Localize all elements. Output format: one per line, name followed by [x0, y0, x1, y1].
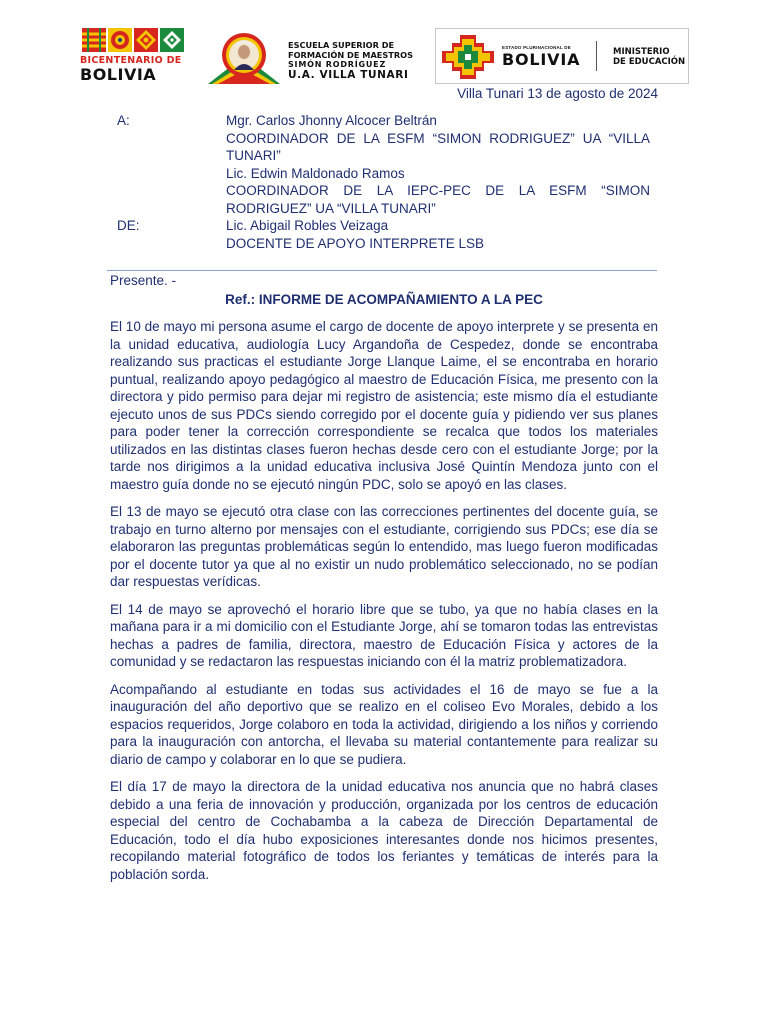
- reference-line: Ref.: INFORME DE ACOMPAÑAMIENTO A LA PEC: [225, 292, 543, 307]
- body-paragraph: El 10 de mayo mi persona asume el cargo de docente de apoyo interprete y se presenta en la unidad educativa, audiología Lucy Argandoña de Cespedez, donde se encontraba realizando sus practicas el estudiante Jorge Llanque Laime, el se encontraba en horario puntual, realizando apoyo pedagógico al maestro de Educación Física, me presento con la directora y pido permiso para dejar mi registro de asistencia; este mismo día el estudiante ejecuto unos de sus PDCs siendo corregido por el docente guía y pidiendo ver sus planes para poder tener la corrección correspondiente se recalca que todos los materiales utilizados en las distintas clases fueron hechas desde cero con el estudiante Jorge; por la tarde nos dirigimos a la unidad educativa inclusiva José Quintín Mendoza junto con el maestro guía donde no se ejecutó ningún PDC, solo se apoyó en las clases.: [110, 319, 658, 492]
- ministerio-name: [613, 48, 685, 67]
- greeting: Presente. -: [110, 273, 177, 288]
- bicentenario-pattern-icon: [82, 28, 196, 52]
- body-paragraph: Acompañando al estudiante en todas sus actividades el 16 de mayo se fue a la inauguración del año deportivo que se realizo en el coliseo Evo Morales, debido a los espacios requeridos, Jorge colaboro en toda la actividad, dirigiendo a los niños y corriendo para la inauguración con antorcha, el llevaba su material contantemente para realizar su diario de campo y colaborar en lo que se pudiera.: [110, 681, 658, 767]
- ministerio-logo: [435, 28, 689, 84]
- letter-date: Villa Tunari 13 de agosto de 2024: [457, 86, 658, 101]
- bicentenario-label: BICENTENARIO DE: [80, 55, 182, 66]
- addressee-line: Mgr. Carlos Jhonny Alcocer Beltrán: [226, 113, 437, 128]
- address-block: [117, 112, 650, 252]
- ministerio-estado-label: ESTADO PLURINACIONAL DE: [502, 45, 571, 50]
- sender-line: DOCENTE DE APOYO INTERPRETE LSB: [226, 235, 485, 251]
- esfm-line-3: SIMÓN RODRÍGUEZ: [288, 60, 387, 69]
- esfm-emblem-icon: [206, 30, 282, 84]
- bicentenario-logo: [80, 28, 196, 82]
- addressee-lines: [226, 112, 650, 217]
- esfm-line-4: U.A. VILLA TUNARI: [288, 69, 409, 81]
- body-paragraph: El día 17 de mayo la directora de la unidad educativa nos anuncia que no habrá clases debido a una feria de innovación y producción, organizada por los centros de educación especial del centro de Cochabamba a la cabeza de Dirección Departamental de Educación, todo el día hubo exposiciones interesantes donde nos hicimos presentes, recopilando material fotográfico de todos los feriantes y temáticas de interés para la población sorda.: [110, 779, 658, 882]
- ministerio-line-2: DE EDUCACIÓN: [613, 56, 686, 67]
- bicentenario-bolivia-label: BOLIVIA: [80, 65, 157, 84]
- ministerio-bolivia-label: BOLIVIA: [502, 50, 581, 69]
- addressee-line: COORDINADOR DE LA ESFM “SIMON RODRIGUEZ” UA “VILLA TUNARI”: [226, 130, 650, 163]
- esfm-line-2: FORMACIÓN DE MAESTROS: [288, 49, 414, 60]
- ministerio-line-1: MINISTERIO: [613, 47, 670, 57]
- addressee-label: A:: [117, 113, 130, 128]
- body-paragraph: El 13 de mayo se ejecutó otra clase con las correcciones pertinentes del docente guía, se trabajo en turno alterno por mensajes con el estudiante, corrigiendo sus PDCs; ese día se elaboraron las preguntas problemáticas según lo entendido, mas luego fueron modificadas por el docente tutor ya que al no existir un nudo problemático seleccionado, no se podían dar respuestas verídicas.: [110, 504, 658, 589]
- letter-body: [110, 318, 658, 893]
- addressee-line: Lic. Edwin Maldonado Ramos: [226, 165, 405, 181]
- body-paragraph: El 14 de mayo se aprovechó el horario libre que se tubo, ya que no había clases en la mañana para ir a mi domicilio con el Estudiante Jorge, ahí se tomaron todas las entrevistas hechas a padres de familia, directora, maestro de Educación Física y actores de la comunidad y se redactaron las respuestas iniciando con él la matriz problematizadora.: [110, 601, 658, 669]
- sender-lines: [226, 217, 650, 252]
- addressee-row: [117, 112, 650, 217]
- esfm-text-block: [288, 41, 413, 81]
- header-divider: [107, 270, 657, 271]
- addressee-line: COORDINADOR DE LA IEPC-PEC DE LA ESFM “SIMON RODRIGUEZ” UA “VILLA TUNARI”: [226, 183, 650, 216]
- esfm-logo: [206, 30, 426, 84]
- sender-line: Lic. Abigail Robles Veizaga: [226, 218, 389, 233]
- ministerio-divider: [596, 41, 597, 71]
- sender-row: [117, 217, 650, 252]
- chakana-emblem-icon: [442, 35, 494, 79]
- sender-label: DE:: [117, 218, 140, 233]
- esfm-line-1: ESCUELA SUPERIOR DE: [288, 40, 395, 50]
